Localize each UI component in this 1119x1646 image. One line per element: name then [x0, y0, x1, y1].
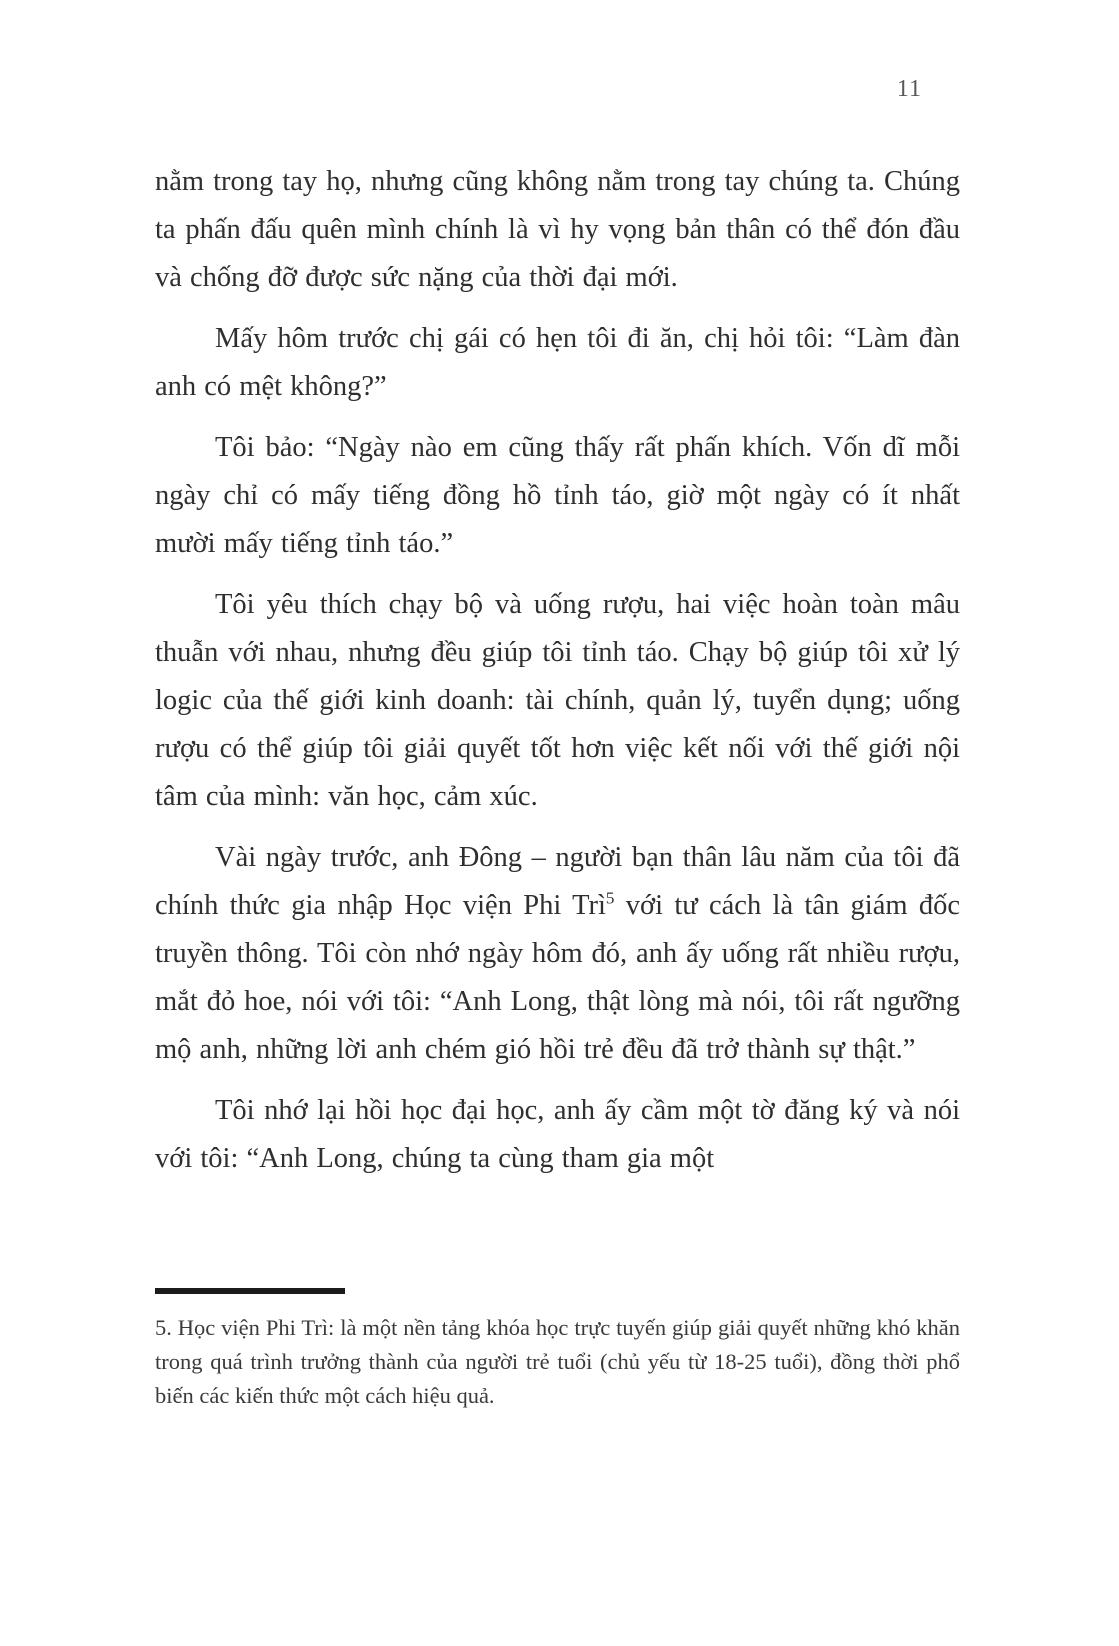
- paragraph-text-before-marker: Vài ngày trước, anh Đông – người bạn thân lâu năm của tôi đã chính thức gia nhập Học viện Phi Trì: [155, 842, 960, 921]
- paragraph: Tôi yêu thích chạy bộ và uống rượu, hai việc hoàn toàn mâu thuẫn với nhau, nhưng đều giúp tôi tỉnh táo. Chạy bộ giúp tôi xử lý logic của thế giới kinh doanh: tài chính, quản lý, tuyển dụng; uống rượu có thể giúp tôi giải quyết tốt hơn việc kết nối với thế giới nội tâm của mình: văn học, cảm xúc.: [155, 589, 960, 812]
- paragraph: nằm trong tay họ, nhưng cũng không nằm trong tay chúng ta. Chúng ta phấn đấu quên mình chính là vì hy vọng bản thân có thể đón đầu và chống đỡ được sức nặng của thời đại mới.: [155, 166, 960, 293]
- paragraph-text-after-marker: với tư cách là tân giám đốc truyền thông. Tôi còn nhớ ngày hôm đó, anh ấy uống rất nhiều rượu, mắt đỏ hoe, nói với tôi: “Anh Long, thật lòng mà nói, tôi rất ngưỡng mộ anh, những lời anh chém gió hồi trẻ đều đã trở thành sự thật.”: [155, 890, 961, 1065]
- page-number: 11: [896, 76, 922, 102]
- footnote-divider: [155, 1288, 345, 1294]
- paragraph: Mấy hôm trước chị gái có hẹn tôi đi ăn, chị hỏi tôi: “Làm đàn anh có mệt không?”: [155, 323, 960, 402]
- footnote-marker: 5: [605, 888, 615, 908]
- footnote-area: [155, 1288, 960, 1413]
- footnote-text: 5. Học viện Phi Trì: là một nền tảng khóa học trực tuyến giúp giải quyết những khó khăn trong quá trình trưởng thành của người trẻ tuổi (chủ yếu từ 18-25 tuổi), đồng thời phổ biến các kiến thức một cách hiệu quả.: [155, 1315, 960, 1408]
- paragraph: Tôi nhớ lại hồi học đại học, anh ấy cầm một tờ đăng ký và nói với tôi: “Anh Long, chúng ta cùng tham gia một: [155, 1095, 960, 1174]
- paragraph: Tôi bảo: “Ngày nào em cũng thấy rất phấn khích. Vốn dĩ mỗi ngày chỉ có mấy tiếng đồng hồ tỉnh táo, giờ một ngày có ít nhất mười mấy tiếng tỉnh táo.”: [155, 432, 960, 559]
- body-text: [155, 158, 960, 1196]
- paragraph-with-footnote-ref: [155, 834, 960, 1074]
